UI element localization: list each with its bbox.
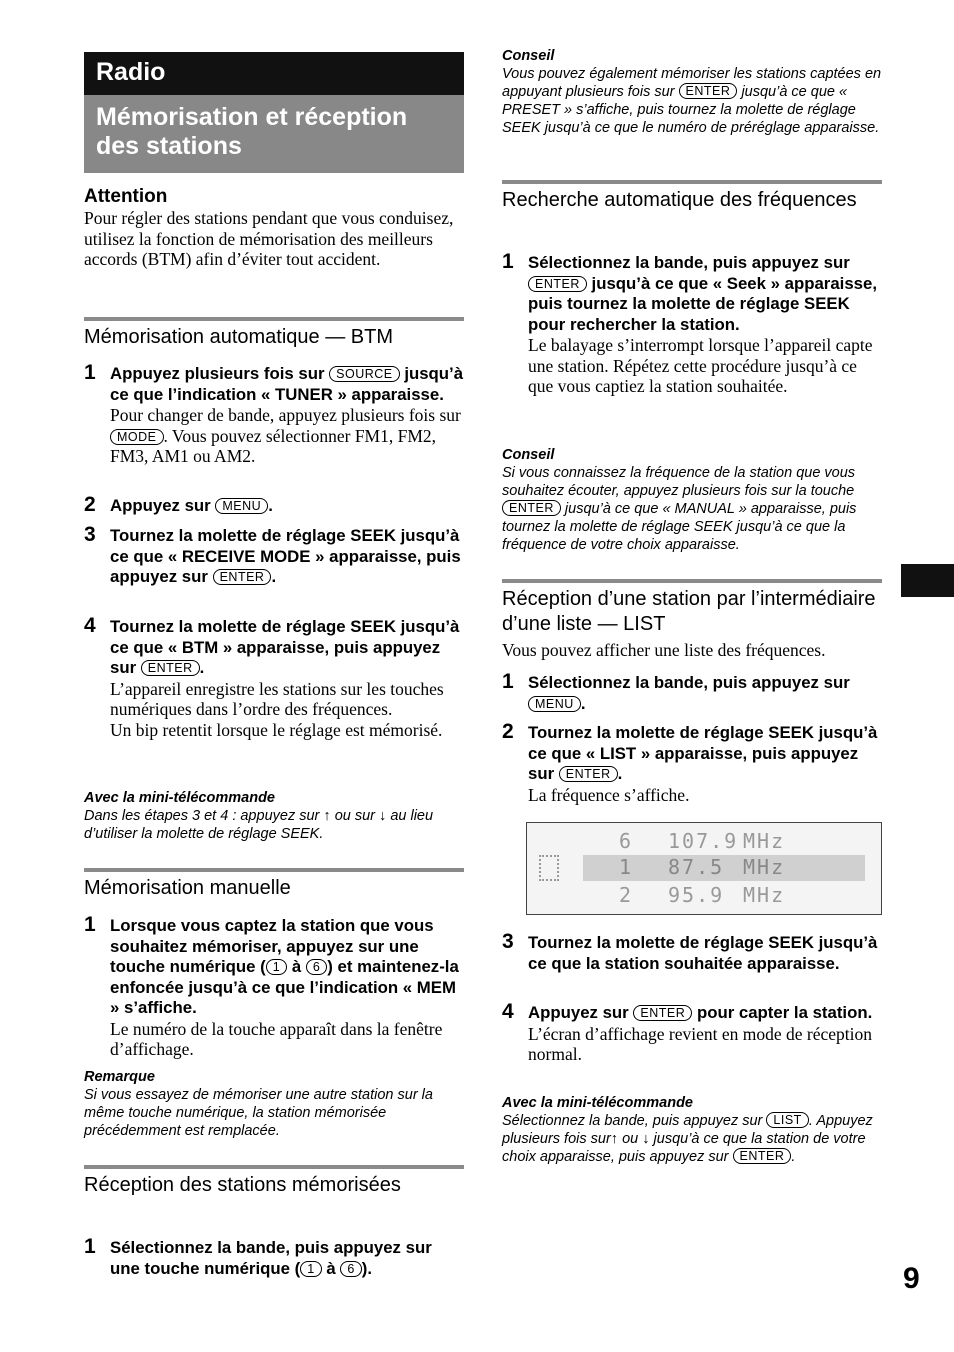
btm-step-2 <box>84 493 464 517</box>
step-text: Appuyez sur <box>110 496 211 515</box>
note-text: jusqu’à ce que « MANUAL » apparaisse, puis tournez la molette de réglage SEEK jusqu’à ce que la fréquence de votre choix apparaisse. <box>502 501 857 553</box>
seek-note <box>502 446 892 554</box>
stored-step-1 <box>84 1235 464 1279</box>
note-heading: Avec la mini-télécommande <box>502 1095 693 1111</box>
attention-text: Pour régler des stations pendant que vous conduisez, utilisez la fonction de mémorisation des meilleurs accords (BTM) afin d’éviter tout accident. <box>84 208 454 269</box>
lcd-row <box>583 829 863 855</box>
manual-section-title: Mémorisation manuelle <box>84 868 464 901</box>
step-number: 4 <box>84 614 96 637</box>
enter-key: ENTER <box>633 1005 692 1021</box>
enter-key: ENTER <box>213 569 272 585</box>
step-text: Sélectionnez la bande, puis appuyez sur une touche numérique ( <box>110 1238 432 1278</box>
step-text: à <box>326 1258 336 1278</box>
lcd-unit: MHz <box>743 829 786 853</box>
lcd-display <box>526 822 882 915</box>
list-step-2 <box>502 720 882 805</box>
step-text: ). <box>361 1258 373 1278</box>
step-subtext: Le numéro de la touche apparaît dans la fenêtre d’affichage. <box>110 1018 443 1059</box>
title-banner <box>84 95 464 173</box>
step-subtext: Pour changer de bande, appuyez plusieurs fois sur <box>110 405 461 425</box>
step-number: 1 <box>84 361 96 384</box>
page-number: 9 <box>903 1262 920 1295</box>
menu-key: MENU <box>528 696 581 712</box>
down-arrow-icon: ↓ <box>379 808 387 824</box>
step-text: . <box>580 693 586 713</box>
note-heading: Conseil <box>502 447 555 463</box>
mode-key: MODE <box>110 429 164 445</box>
down-arrow-icon: ↓ <box>642 1131 650 1147</box>
list-step-3 <box>502 930 882 974</box>
step-number: 1 <box>84 913 96 936</box>
step-number: 4 <box>502 1000 514 1023</box>
step-number: 2 <box>84 493 96 516</box>
step-number: 3 <box>502 930 514 953</box>
note-text: . <box>808 1113 813 1129</box>
note-text: Appuyez plusieurs fois sur <box>502 1113 873 1147</box>
source-key: SOURCE <box>329 366 399 382</box>
lcd-unit: MHz <box>743 855 786 879</box>
step-subtext: La fréquence s’affiche. <box>528 784 690 805</box>
btm-step-3 <box>84 523 464 588</box>
step-text: Sélectionnez la bande, puis appuyez sur <box>528 253 850 272</box>
note-text: Si vous essayez de mémoriser une autre station sur la même touche numérique, la station mémorisée précédemment est remplacée. <box>84 1087 433 1139</box>
step-text: Appuyez sur <box>528 1003 629 1022</box>
lcd-row-selected <box>583 855 865 881</box>
btm-note <box>84 789 464 843</box>
lcd-channel: 6 <box>618 829 633 853</box>
btm-section-title: Mémorisation automatique — BTM <box>84 317 464 350</box>
list-intro: Vous pouvez afficher une liste des fréquences. <box>502 640 826 660</box>
lcd-unit: MHz <box>743 883 786 907</box>
list-key: LIST <box>766 1112 808 1128</box>
note-text: Vous pouvez également mémoriser les stations captées en appuyant plusieurs fois sur <box>502 66 882 100</box>
note-text: jusqu’à ce que « PRESET » s’affiche, puis tournez la molette de réglage SEEK jusqu’à ce que le numéro de préréglage apparaisse. <box>502 84 880 136</box>
conseil-note <box>502 47 882 137</box>
note-heading: Remarque <box>84 1069 155 1085</box>
enter-key: ENTER <box>733 1148 792 1164</box>
section-tab-marker <box>901 564 954 597</box>
up-arrow-icon: ↑ <box>323 808 331 824</box>
note-text: au lieu d’utiliser la molette de réglage SEEK. <box>84 808 434 842</box>
seek-section-title: Recherche automatique des fréquences <box>502 180 882 213</box>
step-number: 2 <box>502 720 514 743</box>
list-note <box>502 1094 882 1166</box>
note-heading: Conseil <box>502 48 555 64</box>
key-6: 6 <box>306 959 327 975</box>
menu-key: MENU <box>215 498 268 514</box>
btm-step-1 <box>84 361 464 467</box>
note-text: ou sur <box>334 808 375 824</box>
step-subtext: L’appareil enregistre les stations sur les touches numériques dans l’ordre des fréquences. <box>110 678 444 719</box>
lcd-icon <box>539 855 559 881</box>
step-subtext: L’écran d’affichage revient en mode de réception normal. <box>528 1023 872 1064</box>
note-text: . <box>791 1149 796 1165</box>
enter-key: ENTER <box>679 83 738 99</box>
attention-block <box>84 186 464 270</box>
note-text: ou <box>622 1131 639 1147</box>
chapter-banner <box>84 52 464 95</box>
step-text: ) et maintenez-la enfoncée jusqu’à ce que l’indication « MEM » s’affiche. <box>110 957 459 1017</box>
step-text: jusqu’à ce que l’indication « TUNER » apparaisse. <box>110 364 464 404</box>
step-text: Lorsque vous captez la station que vous souhaitez mémoriser, appuyez sur une touche numérique ( <box>110 916 434 976</box>
lcd-row <box>583 883 863 909</box>
step-text: pour capter la station. <box>696 1003 873 1022</box>
step-number: 1 <box>502 670 514 693</box>
step-text: . <box>199 658 205 677</box>
enter-key: ENTER <box>559 766 618 782</box>
step-text: Tournez la molette de réglage SEEK jusqu’à ce que « RECEIVE MODE » apparaisse, puis appuyez sur <box>110 526 461 586</box>
key-6: 6 <box>340 1261 361 1277</box>
step-text: Sélectionnez la bande, puis appuyez sur <box>528 673 850 692</box>
step-number: 1 <box>84 1235 96 1258</box>
list-step-4 <box>502 1000 882 1065</box>
step-subtext: Un bip retentit lorsque le réglage est mémorisé. <box>110 719 443 740</box>
note-text: Sélectionnez la bande, puis appuyez sur <box>502 1113 763 1129</box>
step-text: Tournez la molette de réglage SEEK jusqu’à ce que « BTM » apparaisse, puis appuyez sur <box>110 617 460 677</box>
attention-heading: Attention <box>84 186 168 207</box>
step-text: . <box>271 567 277 586</box>
key-1: 1 <box>266 959 287 975</box>
step-text: Tournez la molette de réglage SEEK jusqu’à ce que la station souhaitée apparaisse. <box>528 933 878 973</box>
enter-key: ENTER <box>528 276 587 292</box>
lcd-frequency: 87.5 <box>668 855 725 879</box>
note-heading: Avec la mini-télécommande <box>84 790 275 806</box>
stored-section-title: Réception des stations mémorisées <box>84 1165 464 1198</box>
list-section-title: Réception d’une station par l’intermédiaire d’une liste — LIST <box>502 579 882 637</box>
note-text: Dans les étapes 3 et 4 : appuyez sur <box>84 808 320 824</box>
step-subtext: . Vous pouvez sélectionner FM1, FM2, FM3, AM1 ou AM2. <box>110 425 437 466</box>
manual-step-1 <box>84 913 464 1060</box>
note-text: jusqu’à ce que la station de votre choix apparaisse, puis appuyez sur <box>502 1131 866 1165</box>
step-subtext: Le balayage s’interrompt lorsque l’appareil capte une station. Répétez cette procédure jusqu’à ce que vous captiez la station souhaitée. <box>528 335 873 396</box>
step-text: Tournez la molette de réglage SEEK jusqu’à ce que « LIST » apparaisse, puis appuyez sur <box>528 723 878 783</box>
up-arrow-icon: ↑ <box>610 1131 619 1147</box>
lcd-channel: 1 <box>618 855 633 879</box>
lcd-channel: 2 <box>618 883 633 907</box>
step-text: Appuyez plusieurs fois sur <box>110 364 325 383</box>
step-text: . <box>268 496 273 515</box>
manual-note <box>84 1068 464 1140</box>
step-text: jusqu’à ce que « Seek » apparaisse, puis tournez la molette de réglage SEEK pour rechercher la station. <box>528 273 877 334</box>
key-1: 1 <box>300 1261 321 1277</box>
seek-step-1 <box>502 250 882 397</box>
chapter-title: Radio <box>96 58 166 86</box>
step-number: 3 <box>84 523 96 546</box>
lcd-frequency: 95.9 <box>668 883 725 907</box>
lcd-frequency: 107.9 <box>668 829 739 853</box>
btm-step-4 <box>84 614 464 740</box>
step-text: à <box>291 957 302 976</box>
enter-key: ENTER <box>141 660 200 676</box>
enter-key: ENTER <box>502 500 561 516</box>
step-number: 1 <box>502 250 514 273</box>
list-step-1 <box>502 670 882 714</box>
note-text: Si vous connaissez la fréquence de la station que vous souhaitez écouter, appuyez plusieurs fois sur la touche <box>502 465 856 499</box>
step-text: . <box>617 764 623 783</box>
page-title: Mémorisation et réception des stations <box>96 103 408 160</box>
